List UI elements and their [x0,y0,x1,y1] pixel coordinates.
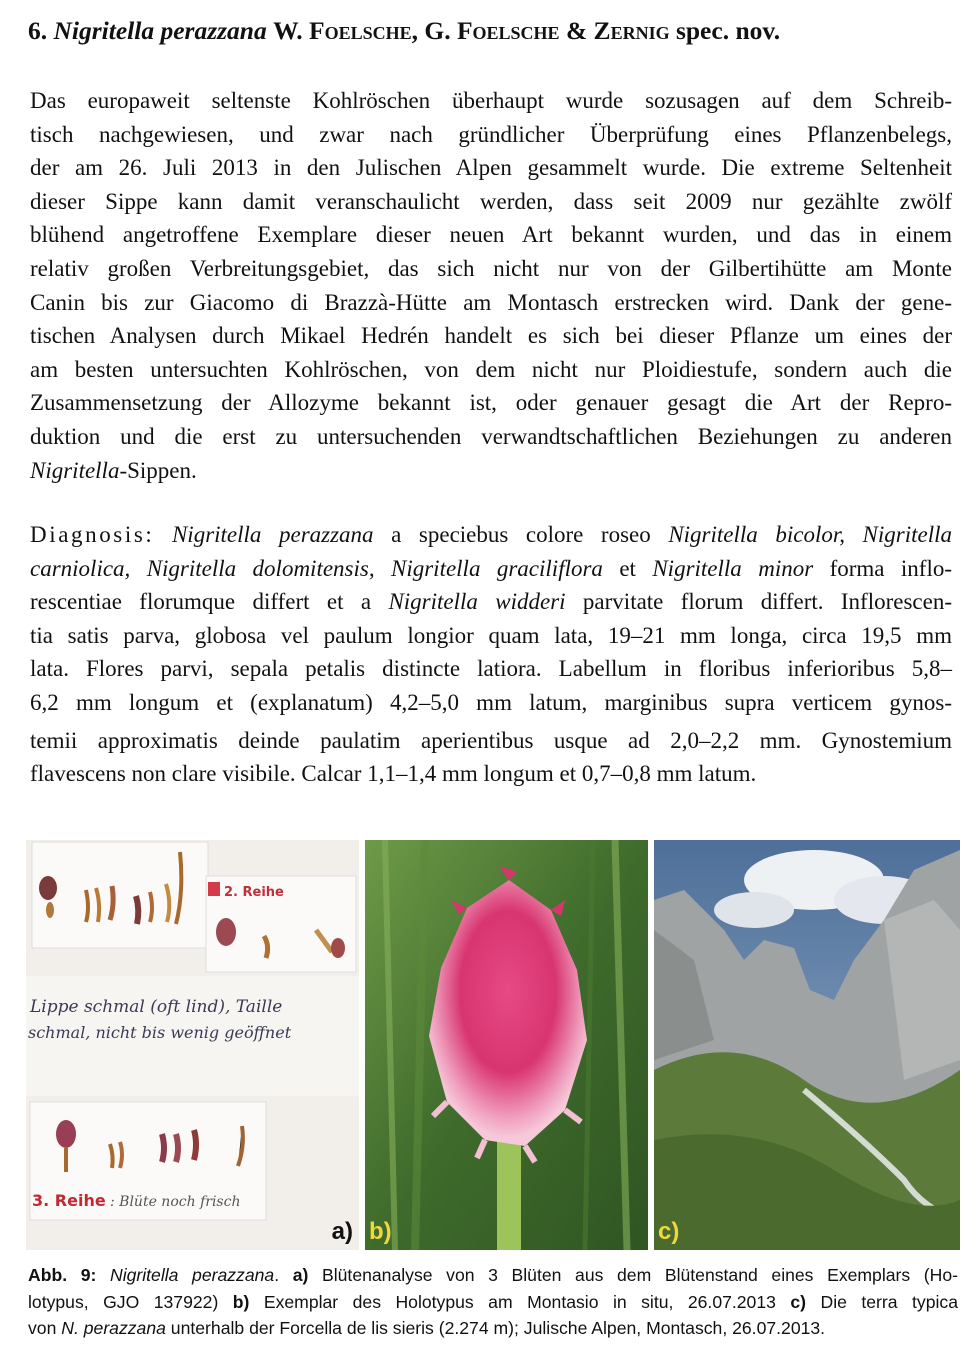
species-name: Nigritella widderi [388,589,566,615]
text-fragment: a speciebus colore roseo [373,522,669,547]
handwriting-text: Lippe schmal (oft lind), Taille [30,997,283,1017]
text-line: 6,2 mm longum et (explanatum) 4,2–5,0 mm latum, marginibus supra verticem gynos- [30,689,952,715]
text-line: tia satis parva, globosa vel paulum longior quam lata, 19–21 mm longa, circa 19,5 mm [30,622,952,648]
section-number: 6. [28,16,48,45]
text-fragment: lotypus, GJO 137922) [28,1291,233,1312]
diagnosis-label: Diagnosis: [30,522,155,547]
caption-line [28,1315,958,1342]
note-row-3-text: : Blüte noch frisch [110,1194,241,1210]
note-row-2: 2. Reihe [224,885,284,900]
note-row-3: 3. Reihe [32,1191,106,1210]
text-line: lata. Flores parvi, sepala petalis distincte latiora. Labellum in floribus inferioribus 5,8– [30,656,952,682]
species-authors: W. Foelsche, G. Foelsche & Zernig [273,16,670,45]
caption-figure-number: Abb. 9: [28,1265,97,1285]
species-name: Nigritella perazzana [171,522,374,547]
figure-caption [28,1262,958,1342]
caption-line [28,1262,958,1289]
text-fragment: parvitate florum differt. Inflorescen- [565,589,952,615]
text-fragment: Die terra typica [806,1291,958,1312]
caption-species-abbrev: N. perazzana [61,1318,166,1339]
section-heading [28,14,958,48]
text-fragment: rescentiae florumque differt et a [30,589,389,615]
species-name: Nigritella perazzana [53,16,267,45]
text-fragment: von [28,1318,62,1339]
text-line: tisch nachgewiesen, und zwar nach gründlicher Überprüfung eines Pflanzenbelegs, [30,121,952,147]
caption-panel-b-label: b) [232,1291,250,1312]
text-line [30,454,952,488]
panel-a-herbarium-photo [26,840,359,1250]
caption-line [28,1289,958,1316]
text-line: Canin bis zur Giacomo di Brazzà-Hütte am Montasch erstrecken wird. Dank der gene- [30,289,952,315]
text-fragment: Exemplar des Holotypus am Montasio in situ, 26.07.2013 [249,1291,791,1312]
panel-b-label: b) [369,1218,392,1245]
text-line: der am 26. Juli 2013 in den Julischen Alpen gesammelt wurde. Die extreme Seltenheit [30,155,952,181]
text-line [30,585,952,619]
text-line: Zusammensetzung der Allozyme bekannt ist, oder genauer gesagt die Art der Repro- [30,390,952,416]
species-name: Nigritella bicolor, Nigritella [668,522,953,547]
panel-c-landscape-photo [654,840,960,1250]
text-line: Das europaweit seltenste Kohlröschen überhaupt wurde sozusagen auf dem Schreib- [30,88,952,113]
species-name: carniolica, Nigritella dolomitensis, Nigritella graciliflora [30,555,603,581]
text-fragment: Blütenanalyse von 3 Blüten aus dem Blütenstand eines Exemplars (Ho- [308,1265,959,1285]
text-fragment: et [602,555,653,581]
handwriting-text: schmal, nicht bis wenig geöffnet [28,1023,292,1042]
text-fragment: . [274,1265,293,1285]
text-line: blühend angetroffene Exemplare dieser neuen Art bekannt wurden, und das in einem [30,222,952,248]
text-line: tischen Analysen durch Mikael Hedrén handelt es sich bei dieser Pflanze um eines der [30,323,952,349]
text-line: relativ großen Verbreitungsgebiet, das sich nicht nur von der Gilbertihütte am Monte [30,255,952,281]
figure-9 [26,840,960,1250]
caption-species: Nigritella perazzana [109,1265,275,1285]
caption-panel-c-label: c) [790,1291,807,1312]
text-line: flavescens non clare visibile. Calcar 1,1–1,4 mm longum et 0,7–0,8 mm latum. [30,761,757,787]
text-fragment: forma inflo- [813,555,952,581]
panel-b-flower-photo [365,840,648,1250]
species-status: spec. nov. [675,16,781,45]
caption-panel-a-label: a) [292,1265,309,1285]
species-name: Nigritella minor [652,555,814,581]
panel-a-label: a) [331,1218,353,1245]
diagnosis-paragraph [30,518,952,791]
text-line: am besten untersuchten Kohlröschen, von dem nicht nur Ploidiestufe, sondern auch die [30,356,952,382]
text-fragment: -Sippen. [119,457,197,483]
panel-c-label: c) [658,1218,680,1245]
text-line: dieser Sippe kann damit veranschaulicht werden, dass seit 2009 nur gezählte zwölf [30,188,952,214]
text-line [30,518,952,552]
genus-name: Nigritella [30,457,120,483]
text-line: temii approximatis deinde paulatim aperientibus usque ad 2,0–2,2 mm. Gynostemium [30,727,952,753]
text-fragment: unterhalb der Forcella de lis sieris (2.274 m); Julische Alpen, Montasch, 26.07.2013. [165,1318,826,1339]
text-line: duktion und die erst zu untersuchenden verwandtschaftlichen Beziehungen zu anderen [30,423,952,449]
text-line [30,552,952,586]
description-paragraph [30,84,952,487]
